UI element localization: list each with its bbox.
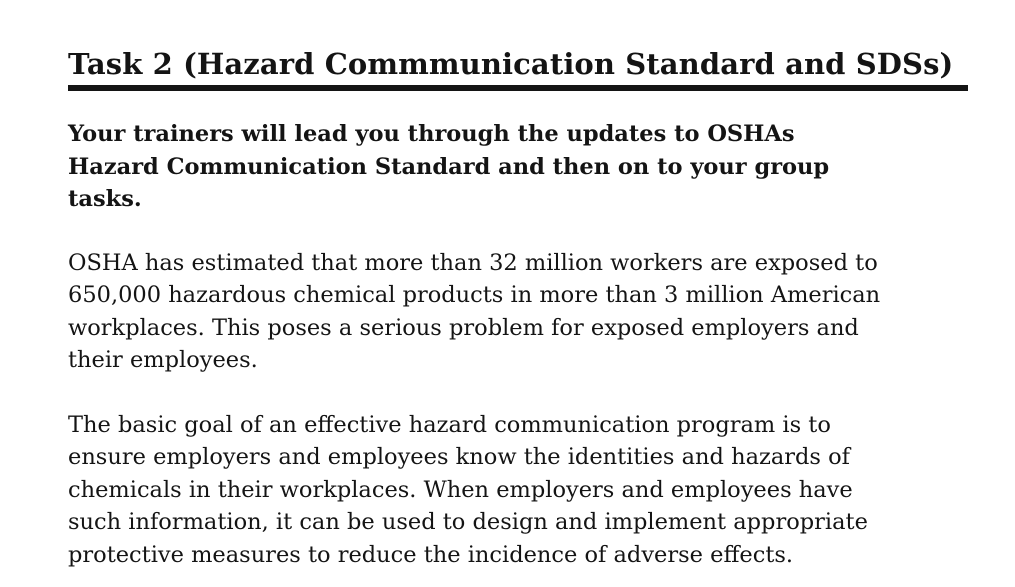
- intro-line: Your trainers will lead you through the updates to OSHAs: [68, 121, 795, 147]
- paragraph-osha-estimate: [68, 247, 968, 377]
- intro-line: Hazard Communication Standard and then on to your group: [68, 153, 830, 180]
- paragraph-line: workplaces. This poses a serious problem for exposed employers and: [68, 314, 859, 341]
- intro-line: tasks.: [68, 186, 142, 212]
- paragraph-line: OSHA has estimated that more than 32 million workers are exposed to: [68, 249, 878, 276]
- title-underline-rule: [68, 85, 968, 91]
- paragraph-program-goal: [68, 409, 968, 572]
- paragraph-line: their employees.: [68, 347, 258, 373]
- paragraph-line: such information, it can be used to design and implement appropriate: [68, 509, 868, 535]
- paragraph-line: The basic goal of an effective hazard communication program is to: [68, 411, 831, 438]
- paragraph-line: 650,000 hazardous chemical products in more than 3 million American: [68, 282, 881, 308]
- paragraph-line: protective measures to reduce the incidence of adverse effects.: [68, 541, 794, 568]
- intro-instructions: [68, 118, 948, 216]
- document-page: [68, 44, 968, 571]
- paragraph-line: chemicals in their workplaces. When employers and employees have: [68, 476, 853, 503]
- task-title: Task 2 (Hazard Commmunication Standard and SDSs): [68, 47, 954, 81]
- paragraph-line: ensure employers and employees know the identities and hazards of: [68, 444, 850, 470]
